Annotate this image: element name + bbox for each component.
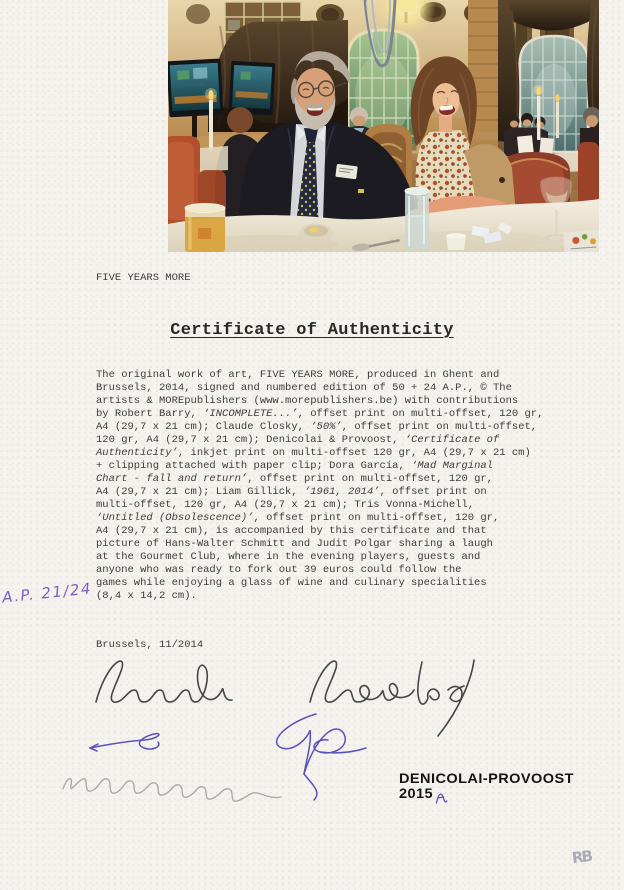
beer-glass — [185, 204, 225, 253]
tv-screen-left — [168, 59, 223, 118]
stamp-line1: DENICOLAI-PROVOOST — [399, 770, 574, 786]
stamp-line2: 2015 — [399, 785, 434, 801]
purple-ink-mark — [434, 789, 448, 805]
work-title: FIVE YEARS MORE — [96, 272, 191, 284]
certificate-body: The original work of art, FIVE YEARS MORE, produced in Ghent and Brussels, 2014, signed and numbered edition of 50 + 24 A.P., © The artists & MOREpublishers (www.morepublishers.be) with contributions by Robert Barry, ‘INCOMPLETE...’, offset print on multi-offset, 120 gr, A4 (29,7 x 21 cm); Claude Closky, ‘50%’, offset print on multi-offset, 120 gr, A4 (29,7 x 21 cm); Denicolai & Provoost, ‘Certificate of Authenticity’, inkjet print on multi-offset 120 gr, A4 (29,7 x 21 cm) + clipping attached with paper clip; Dora García, ‘Mad Marginal Chart - fall and return’, offset print on multi-offset, 120 gr, A4 (29,7 x 21 cm); Liam Gillick, ‘1961, 2014’, offset print on multi-offset, 120 gr, A4 (29,7 x 21 cm); Tris Vonna-Michell, ‘Untitled (Obsolescence)’, offset print on multi-offset, 120 gr, A4 (29,7 x 21 cm), is accompanied by this certificate and that picture of Hans-Walter Schmitt and Judit Polgar sharing a laugh at the Gourmet Club, where in the evening players, guests and anyone who was ready to fork out 39 euros could follow the games while enjoying a glass of wine and culinary specialities (8,4 x 14,2 cm). — [96, 369, 544, 602]
certificate-title: Certificate of Authenticity — [170, 321, 454, 340]
magazine — [563, 230, 599, 252]
name-badge — [335, 164, 357, 179]
water-glass — [405, 188, 429, 251]
tv-screen-right — [229, 61, 276, 115]
photo-scene — [168, 0, 599, 252]
pencil-signature — [55, 755, 295, 820]
place-date: Brussels, 11/2014 — [96, 639, 204, 651]
edition-number-annotation: A.P. 21/24 — [1, 579, 93, 607]
lapel-pin — [358, 189, 364, 193]
rb-monogram: RB — [570, 846, 593, 868]
butter-dish — [299, 224, 333, 243]
photograph — [168, 0, 599, 252]
denicolai-provoost-stamp — [399, 771, 574, 805]
creamer-cup — [446, 233, 466, 250]
